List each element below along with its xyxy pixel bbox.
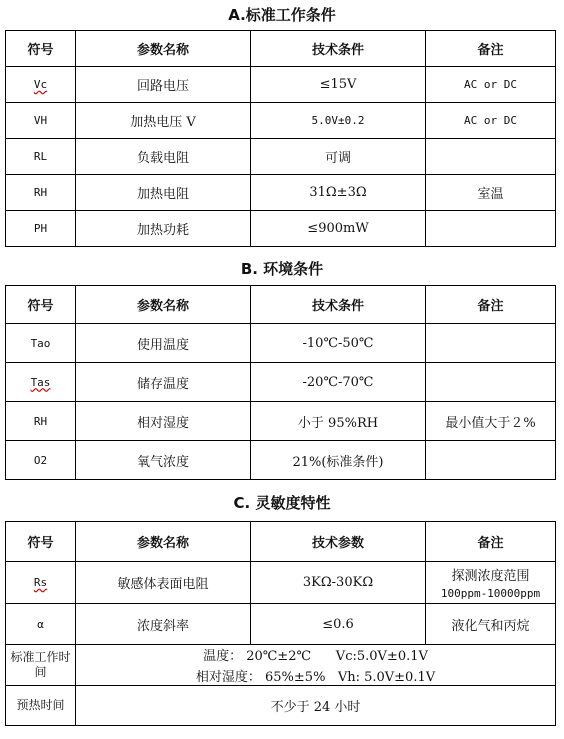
- note-cell: [426, 139, 556, 175]
- note-line-2: 100ppm-10000ppm: [440, 587, 541, 600]
- table-a-header: [6, 31, 556, 67]
- preheat-label: 预热时间: [6, 686, 76, 726]
- note-cell: AC or DC: [426, 67, 556, 103]
- table-c: [5, 521, 556, 726]
- param-cell: 浓度斜率: [76, 604, 251, 645]
- symbol-cell: RH: [6, 175, 76, 211]
- section-c-title: C. 灵敏度特性: [233, 494, 331, 512]
- table-row: [6, 324, 556, 363]
- note-cell: [426, 562, 556, 604]
- table-row: [6, 139, 556, 175]
- tech-cell: ≤15V: [251, 67, 426, 103]
- tech-cell: 31Ω±3Ω: [251, 175, 426, 211]
- tech-cell: 可调: [251, 139, 426, 175]
- note-line-1: 探测浓度范围: [451, 569, 530, 584]
- param-cell: 加热功耗: [76, 211, 251, 247]
- preheat-row: [6, 686, 556, 726]
- tech-cell: ≤900mW: [251, 211, 426, 247]
- symbol-cell: Tas: [30, 375, 51, 389]
- note-cell: AC or DC: [426, 103, 556, 139]
- table-row: [6, 103, 556, 139]
- preheat-value: 不少于 24 小时: [76, 686, 556, 726]
- header-note: 备注: [426, 31, 556, 67]
- note-cell: 最小值大于２%: [426, 402, 556, 441]
- header-symbol: 符号: [6, 286, 76, 324]
- table-c-header: [6, 522, 556, 562]
- table-row: [6, 67, 556, 103]
- conditions-line-2: 相对湿度： 65%±5% Vh: 5.0V±0.1V: [195, 670, 436, 685]
- conditions-label: 标准工作时间: [6, 645, 76, 686]
- note-cell: [426, 211, 556, 247]
- table-row: [6, 175, 556, 211]
- header-note: 备注: [426, 522, 556, 562]
- table-row: [6, 363, 556, 402]
- param-cell: 氧气浓度: [76, 441, 251, 480]
- symbol-cell: VH: [6, 103, 76, 139]
- tech-cell: 3KΩ-30KΩ: [251, 562, 426, 604]
- header-tech: 技术条件: [251, 286, 426, 324]
- tech-cell: 21%(标准条件): [251, 441, 426, 480]
- param-cell: 相对湿度: [76, 402, 251, 441]
- param-cell: 敏感体表面电阻: [76, 562, 251, 604]
- table-a: [5, 30, 556, 247]
- header-param: 参数名称: [76, 522, 251, 562]
- param-cell: 储存温度: [76, 363, 251, 402]
- header-param: 参数名称: [76, 286, 251, 324]
- conditions-value: [76, 645, 556, 686]
- table-row: [6, 562, 556, 604]
- tech-cell: -10℃-50℃: [251, 324, 426, 363]
- conditions-line-1: 温度： 20℃±2℃ Vc:5.0V±0.1V: [203, 649, 428, 664]
- symbol-cell: RL: [6, 139, 76, 175]
- header-tech: 技术参数: [251, 522, 426, 562]
- table-row: [6, 441, 556, 480]
- tech-cell: 小于 95%RH: [251, 402, 426, 441]
- note-cell: [426, 324, 556, 363]
- note-cell: 液化气和丙烷: [426, 604, 556, 645]
- symbol-cell: α: [6, 604, 76, 645]
- note-cell: [426, 363, 556, 402]
- table-b: [5, 285, 556, 480]
- table-row: [6, 402, 556, 441]
- symbol-cell: O2: [6, 441, 76, 480]
- header-param: 参数名称: [76, 31, 251, 67]
- table-row: [6, 211, 556, 247]
- tech-cell: ≤0.6: [251, 604, 426, 645]
- param-cell: 使用温度: [76, 324, 251, 363]
- note-cell: 室温: [426, 175, 556, 211]
- header-tech: 技术条件: [251, 31, 426, 67]
- symbol-cell: Tao: [6, 324, 76, 363]
- symbol-cell: Vc: [33, 78, 48, 91]
- header-note: 备注: [426, 286, 556, 324]
- symbol-cell: PH: [6, 211, 76, 247]
- note-cell: [426, 441, 556, 480]
- section-a-title: A.标准工作条件: [228, 6, 336, 24]
- param-cell: 加热电阻: [76, 175, 251, 211]
- section-b-title: B. 环境条件: [240, 260, 324, 278]
- header-symbol: 符号: [6, 522, 76, 562]
- table-b-header: [6, 286, 556, 324]
- param-cell: 负载电阻: [76, 139, 251, 175]
- symbol-cell: RH: [6, 402, 76, 441]
- symbol-cell: Rs: [33, 576, 48, 589]
- tech-cell: -20℃-70℃: [251, 363, 426, 402]
- conditions-row: [6, 645, 556, 686]
- tech-cell: 5.0V±0.2: [251, 103, 426, 139]
- header-symbol: 符号: [6, 31, 76, 67]
- param-cell: 加热电压 V: [76, 103, 251, 139]
- table-row: [6, 604, 556, 645]
- param-cell: 回路电压: [76, 67, 251, 103]
